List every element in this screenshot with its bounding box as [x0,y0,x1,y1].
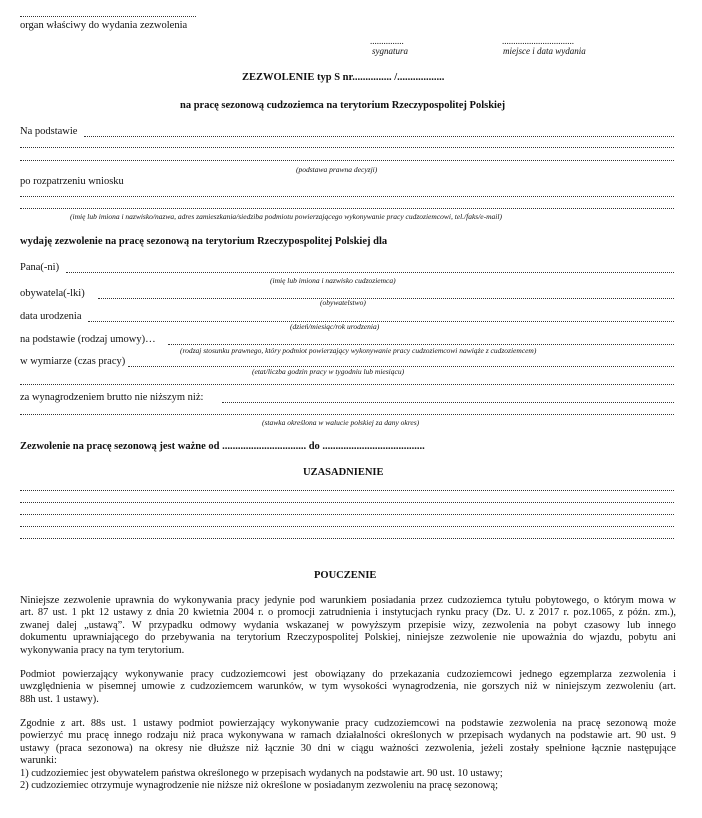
organ-dotted-line [20,16,196,17]
pouczenie-heading: POUCZENIE [314,570,377,581]
data-urodzenia-hint: (dzień/miesiąc/rok urodzenia) [290,322,380,331]
sygnatura-label: sygnatura [372,46,408,56]
paragraph-line: 88h ust. 1 ustawy). [20,693,99,705]
paragraph-line: zwanej dalej „ustawą”. W przypadku odmowy wydania wskazanej w powyższym przepisie wizy, zezwolenia na pobyt czasowy lub innego [20,619,676,631]
pana-label: Pana(-ni) [20,262,60,273]
paragraph-line: Podmiot powierzający wykonywanie pracy cudzoziemcowi jest obowiązany do przekazania cudzoziemcowi jednego egzemplarza zezwolenia i [20,669,676,680]
pouczenie-paragraph-3 [20,718,676,792]
paragraph-line: Zgodnie z art. 88s ust. 1 ustawy podmiot powierzający wykonywanie pracy cudzoziemcowi na podstawie zezwolenia na pracę sezonową może [20,718,676,729]
uzasadnienie-line-4[interactable] [20,526,674,527]
na-podstawie-field-2[interactable] [20,147,674,148]
wynagrodzenie-hint: (stawka określona w walucie polskiej za dany okres) [262,418,420,427]
data-urodzenia-label: data urodzenia [20,311,82,322]
pana-hint: (imię lub imiona i nazwisko cudzoziemca) [270,276,396,285]
pana-field[interactable] [66,272,674,273]
obywatela-field[interactable] [98,298,674,299]
place-date-dots: ................................ [502,36,574,46]
paragraph-line: warunki: [20,755,57,767]
uzasadnienie-heading: UZASADNIENIE [303,467,384,478]
wynagrodzenie-label: za wynagrodzeniem brutto nie niższym niż: [20,392,204,403]
data-urodzenia-field[interactable] [88,321,674,322]
rodzaj-umowy-field[interactable] [168,344,674,345]
pouczenie-paragraph-2 [20,669,676,706]
na-podstawie-label: Na podstawie [20,126,78,137]
pouczenie-paragraph-1 [20,595,676,657]
wynagrodzenie-field[interactable] [222,402,674,403]
paragraph-line: 2) cudzoziemiec otrzymuje wynagrodzenie nie niższe niż określone w posiadanym zezwoleniu na pracę sezonową; [20,780,499,792]
na-podstawie-field[interactable] [84,136,674,137]
wniosek-field[interactable] [20,196,674,197]
place-date-label: miejsce i data wydania [503,46,586,56]
paragraph-line: ustawy (praca sezonowa) na okresy nie dłuższe niż łącznie 30 dni w ciągu ważności zezwolenia, jeżeli zostały spełnione łącznie następujące [20,742,676,754]
document-subtitle: na pracę sezonową cudzoziemca na terytorium Rzeczypospolitej Polskiej [180,100,506,111]
wniosek-field-2[interactable] [20,208,674,209]
wynagrodzenie-field-2[interactable] [20,414,674,415]
na-podstawie-field-3[interactable] [20,160,674,161]
na-podstawie-hint: (podstawa prawna decyzji) [296,165,378,174]
paragraph-line: dokumentu uprawniającego do przebywania na terytorium Rzeczypospolitej Polskiej, niniejsze zezwolenie nie upoważnia do wjazdu, pobytu ani [20,632,676,644]
wymiar-field-2[interactable] [20,384,674,385]
paragraph-line: powierzyć mu pracę innego rodzaju niż praca wykonywana w ramach działalności określonych w przepisach wydanych na podstawie art. 90 ust. 9 [20,730,676,742]
wymiar-label: w wymiarze (czas pracy) [20,356,126,367]
organ-label: organ właściwy do wydania zezwolenia [20,20,188,31]
wymiar-hint: (etat/liczba godzin pracy w tygodniu lub miesiącu) [252,367,405,376]
uzasadnienie-line-5[interactable] [20,538,674,539]
paragraph-line: Niniejsze zezwolenie uprawnia do wykonywania pracy jedynie pod warunkiem posiadania przez cudzoziemca tytułu pobytowego, o którym mowa w [20,595,676,606]
uzasadnienie-line-1[interactable] [20,490,674,491]
uzasadnienie-line-3[interactable] [20,514,674,515]
rodzaj-umowy-label: na podstawie (rodzaj umowy)… [20,334,156,345]
document-title: ZEZWOLENIE typ S nr............... /.................. [242,72,445,83]
uzasadnienie-line-2[interactable] [20,502,674,503]
paragraph-line: 1) cudzoziemiec jest obywatelem państwa określonego w przepisach wydanych na podstawie art. 90 ust. 10 ustawy; [20,767,503,779]
applicant-hint: (imię lub imiona i nazwisko/nazwa, adres zamieszkania/siedziba podmiotu powierzającego wykonywanie pracy cudzoziemcowi, tel./faks/e-mail) [70,212,502,221]
validity-line: Zezwolenie na pracę sezonową jest ważne od ................................ do ....................................... [20,441,425,452]
wydaje-heading: wydaję zezwolenie na pracę sezonową na terytorium Rzeczypospolitej Polskiej dla [20,236,388,247]
obywatela-hint: (obywatelstwo) [320,298,366,307]
paragraph-line: art. 87 ust. 1 pkt 12 ustawy z dnia 20 kwietnia 2004 r. o promocji zatrudnienia i instytucjach rynku pracy (Dz. U. z 2017 r. poz.1065, z późn. zm.), [20,607,676,619]
po-rozpatrzeniu-label: po rozpatrzeniu wniosku [20,176,124,187]
obywatela-label: obywatela(-lki) [20,288,85,299]
rodzaj-umowy-hint: (rodzaj stosunku prawnego, który podmiot powierzający wykonywanie pracy cudzoziemcowi nawiąże z cudzoziemcem) [180,346,537,355]
sygnatura-dots: ............... [370,36,404,46]
paragraph-line: uwzględnienia w pisemnej umowie z cudzoziemcem warunków, w tym wysokości wynagrodzenia, nie gorszych niż w niniejszym zezwoleniu (art. [20,681,676,693]
paragraph-line: wykonywania pracy na tym terytorium. [20,644,185,656]
